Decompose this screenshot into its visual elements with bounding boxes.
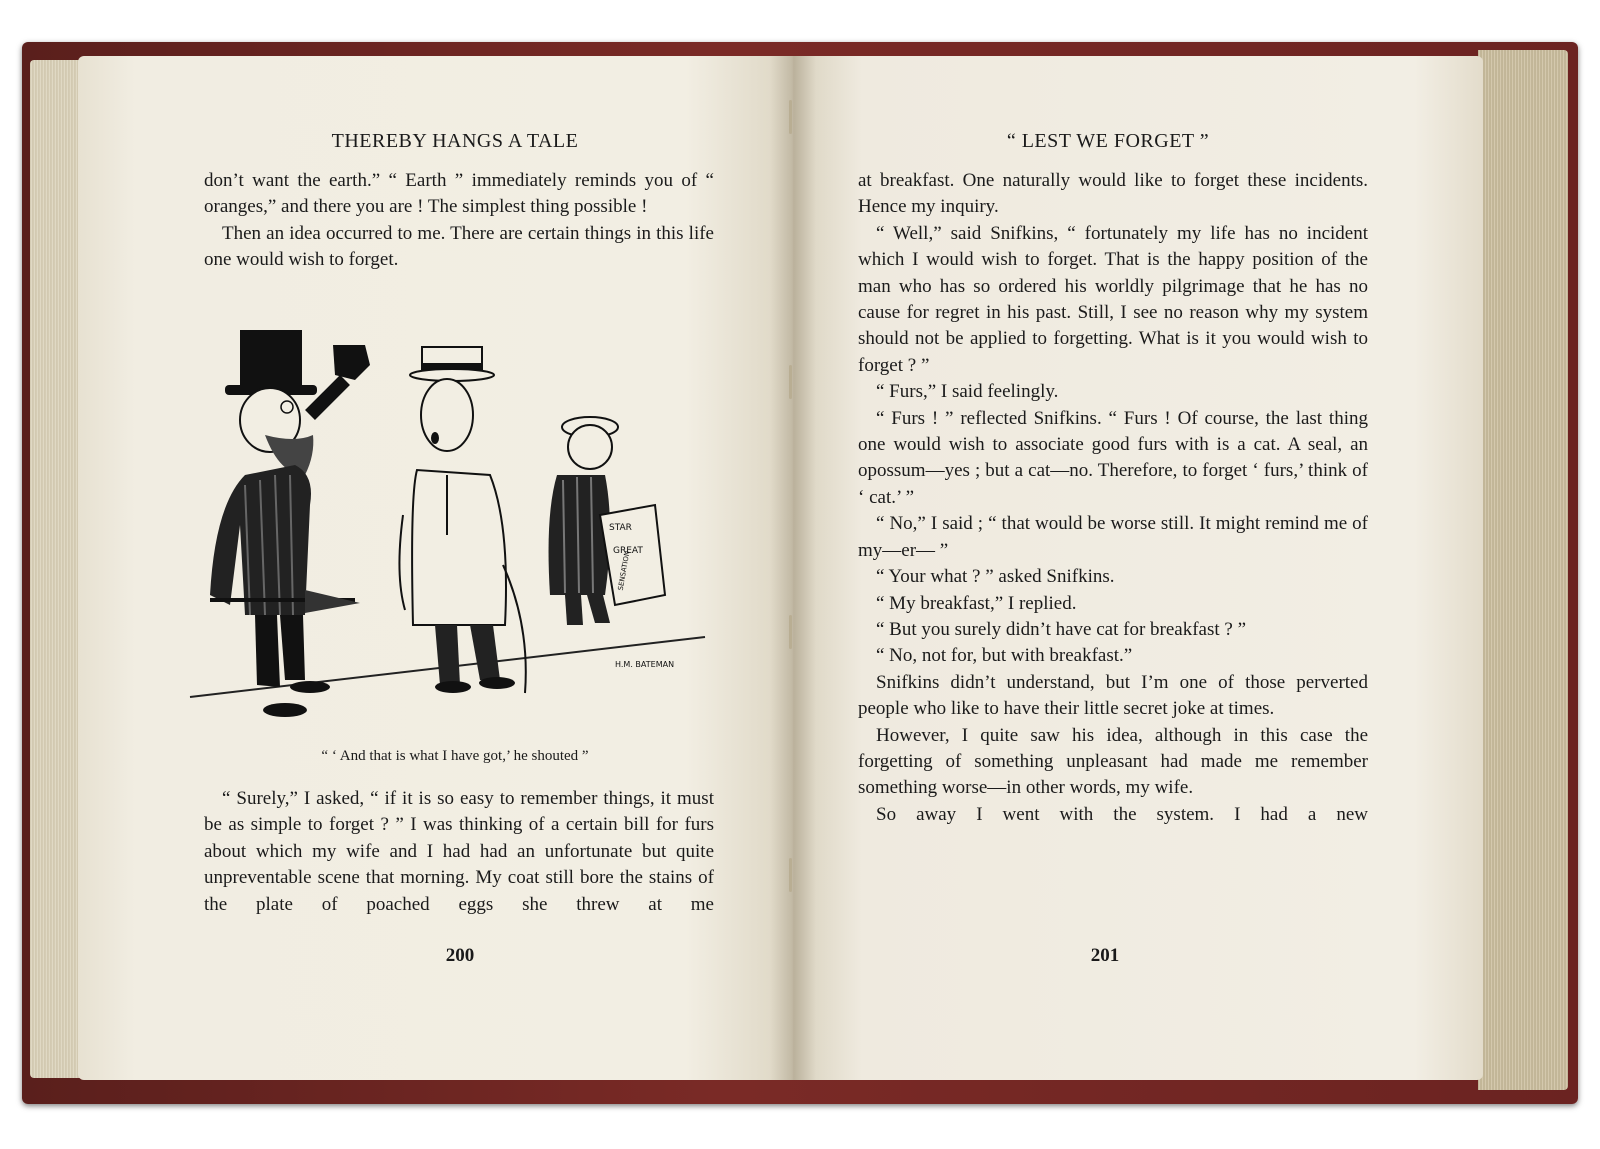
page-number-right: 201 (1090, 945, 1120, 966)
sign-text-line: STAR (609, 523, 632, 533)
page-edges-left (30, 60, 82, 1078)
paragraph: “ Surely,” I asked, “ if it is so easy to remember things, it must be as simple to forget ? ” I was thinking of a certain bill for furs about which my wife and I had had an unfortunate but quite unpreventable scene that morning. My coat still bore the stains of the plate of poached eggs she threw at me (204, 788, 714, 915)
binding-stitch (789, 858, 792, 892)
paragraph: don’t want the earth.” “ Earth ” immediately reminds you of “ oranges,” and there you are ! The simplest thing possible ! (204, 170, 714, 218)
binding-stitch (789, 615, 792, 649)
paragraph: “ Your what ? ” asked Snifkins. (876, 566, 1115, 588)
paragraph: “ Well,” said Snifkins, “ fortunately my life has no incident which I would wish to forget. That is the happy position of the man who has so ordered his worldly pilgrimage that he has no cause for regret in his past. Still, I see no reason why my system should not be applied to forgetting. What is it you would wish to forget ? ” (858, 222, 1368, 376)
bearded-man-figure (210, 330, 370, 717)
page-edges-right (1478, 50, 1568, 1090)
sign-text-line: GREAT (613, 546, 643, 556)
paragraph: “ Furs ! ” reflected Snifkins. “ Furs ! Of course, the last thing one would wish to associate good furs with is a cat. A seal, an opossum—yes ; but a cat—no. Therefore, to forget ‘ furs,’ think of ‘ cat.’ ” (858, 407, 1368, 508)
book-gutter (770, 56, 816, 1080)
paragraph: However, I quite saw his idea, although in this case the forgetting of something unpleasant had made me remember something worse—in other words, my wife. (858, 724, 1368, 799)
binding-stitch (789, 365, 792, 399)
paragraph: Snifkins didn’t understand, but I’m one of those perverted people who like to have their little secret joke at times. (858, 671, 1368, 720)
artist-signature: H.M. BATEMAN (615, 660, 675, 669)
paragraph: Then an idea occurred to me. There are certain things in this life one would wish to forget. (204, 222, 714, 271)
paragraph: “ But you surely didn’t have cat for breakfast ? ” (876, 618, 1247, 640)
cartoon-illustration (185, 325, 725, 745)
page-number-left: 200 (445, 945, 475, 966)
left-text-bottom (204, 786, 714, 918)
sign-text-line: SENSATION (616, 550, 632, 592)
paragraph: “ No, not for, but with breakfast.” (876, 645, 1133, 667)
newsboy-figure (549, 417, 665, 625)
binding-stitch (789, 100, 792, 134)
paragraph: So away I went with the system. I had a new (876, 803, 1368, 825)
paragraph: “ My breakfast,” I replied. (876, 592, 1077, 614)
right-running-head: “ LEST WE FORGET ” (1006, 130, 1210, 152)
surprised-man-figure (399, 347, 525, 693)
paragraph: “ Furs,” I said feelingly. (876, 381, 1059, 403)
right-text (858, 168, 1368, 828)
left-text-top (204, 168, 714, 274)
paragraph: “ No,” I said ; “ that would be worse still. It might remind me of my—er— ” (858, 513, 1368, 561)
illustration-caption: “ ‘ And that is what I have got,’ he shouted ” (321, 748, 589, 764)
paragraph: at breakfast. One naturally would like to forget these incidents. Hence my inquiry. (858, 170, 1368, 218)
left-running-head: THEREBY HANGS A TALE (331, 130, 579, 152)
